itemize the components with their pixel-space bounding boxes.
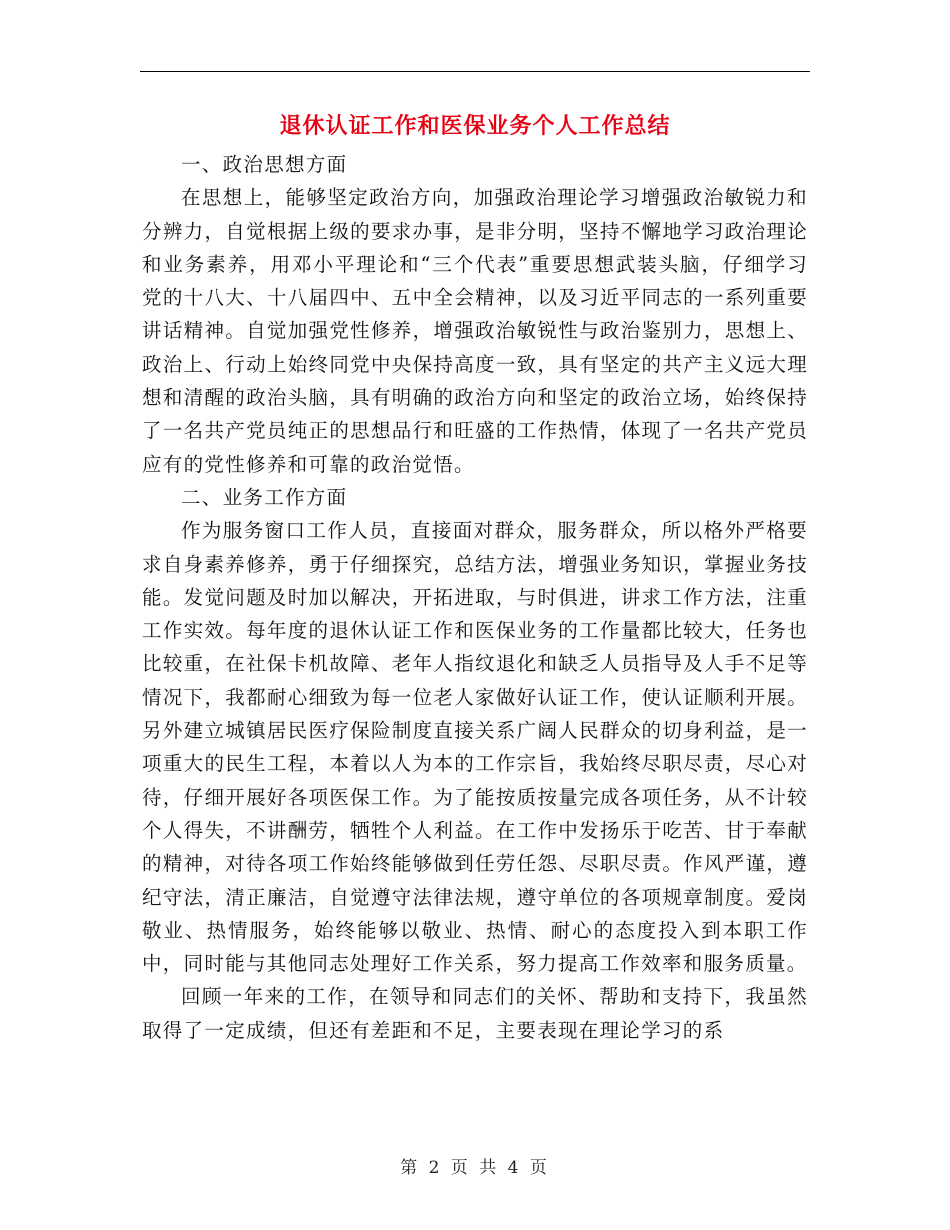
- section-heading-business: 二、业务工作方面: [181, 485, 348, 509]
- document-title: 退休认证工作和医保业务个人工作总结: [279, 113, 671, 139]
- document-body: [142, 148, 808, 1047]
- section-heading-political: 一、政治思想方面: [181, 153, 348, 176]
- paragraph-political: 在思想上，能够坚定政治方向，加强政治理论学习增强政治敏锐力和分辨力，自觉根据上级的要求办事，是非分明，坚持不懈地学习政治理论和业务素养，用邓小平理论和“三个代表”重要思想武装头脑，仔细学习党的十八大、十八届四中、五中全会精神，以及习近平同志的一系列重要讲话精神。自觉加强党性修养，增强政治敏锐性与政治鉴别力，思想上、政治上、行动上始终同党中央保持高度一致，具有坚定的共产主义远大理想和清醒的政治头脑，具有明确的政治方向和坚定的政治立场，始终保持了一名共产党员纯正的思想品行和旺盛的工作热情，体现了一名共产党员应有的党性修养和可靠的政治觉悟。: [142, 186, 808, 476]
- header-rule: [140, 71, 810, 72]
- paragraph-business: 作为服务窗口工作人员，直接面对群众，服务群众，所以格外严格要求自身素养修养，勇于仔细探究，总结方法，增强业务知识，掌握业务技能。发觉问题及时加以解决，开拓进取，与时俱进，讲求工作方法，注重工作实效。每年度的退休认证工作和医保业务的工作量都比较大，任务也比较重，在社保卡机故障、老年人指纹退化和缺乏人员指导及人手不足等情况下，我都耐心细致为每一位老人家做好认证工作，使认证顺利开展。另外建立城镇居民医疗保险制度直接关系广阔人民群众的切身利益，是一项重大的民生工程，本着以人为本的工作宗旨，我始终尽职尽责，尽心对待，仔细开展好各项医保工作。为了能按质按量完成各项任务，从不计较个人得失，不讲酬劳，牺牲个人利益。在工作中发扬乐于吃苦、甘于奉献的精神，对待各项工作始终能够做到任劳任怨、尽职尽责。作风严谨，遵纪守法，清正廉洁，自觉遵守法律法规，遵守单位的各项规章制度。爱岗敬业、热情服务，始终能够以敬业、热情、耐心的态度投入到本职工作中，同时能与其他同志处理好工作关系，努力提高工作效率和服务质量。: [142, 519, 808, 976]
- page-number-footer: 第 2 页 共 4 页: [400, 1158, 550, 1178]
- paragraph-review: 回顾一年来的工作，在领导和同志们的关怀、帮助和支持下，我虽然取得了一定成绩，但还有差距和不足，主要表现在理论学习的系: [142, 985, 808, 1042]
